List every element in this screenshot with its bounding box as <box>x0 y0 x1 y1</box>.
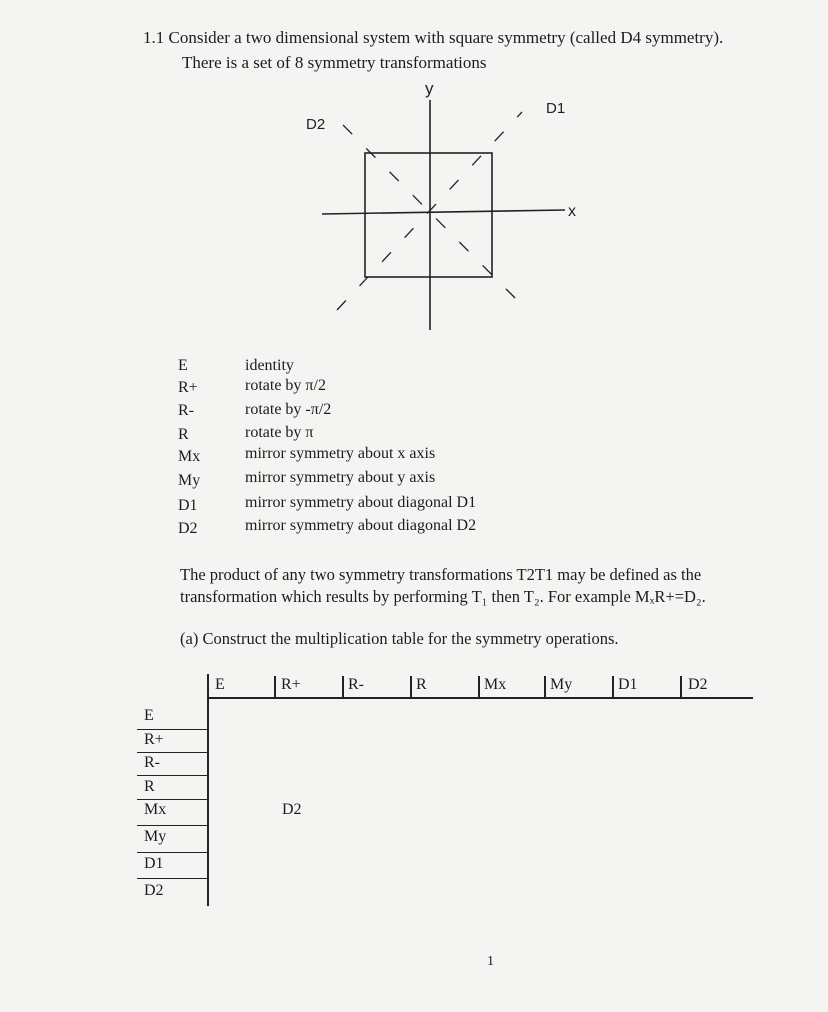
transformation-desc: rotate by π <box>245 424 314 441</box>
row-header: My <box>144 828 167 845</box>
row-divider <box>137 878 207 879</box>
row-header: D2 <box>144 882 164 899</box>
column-header: Mx <box>484 676 507 693</box>
square-outline <box>365 153 492 277</box>
row-header: R+ <box>144 731 164 748</box>
x-axis <box>322 210 565 214</box>
problem-heading-line1: 1.1 Consider a two dimensional system with square symmetry (called D4 symmetry). <box>143 28 724 47</box>
row-header: R <box>144 778 155 795</box>
row-header: D1 <box>144 855 164 872</box>
transformation-code: R <box>178 426 189 443</box>
transformation-code: Mx <box>178 448 201 465</box>
d4-symmetry-diagram <box>0 0 828 340</box>
column-header: D2 <box>688 676 708 693</box>
row-header: R- <box>144 754 160 771</box>
transformation-code: D1 <box>178 497 198 514</box>
d1-label: D1 <box>546 100 566 117</box>
column-divider <box>478 676 480 698</box>
table-cell-mx-rplus: D2 <box>282 801 302 818</box>
transformation-code: E <box>178 357 188 374</box>
column-divider <box>342 676 344 698</box>
column-divider <box>680 676 682 698</box>
transformation-desc: mirror symmetry about x axis <box>245 445 436 462</box>
x-axis-label: x <box>568 203 576 220</box>
column-divider <box>612 676 614 698</box>
column-header: My <box>550 676 573 693</box>
row-divider <box>137 825 207 826</box>
page-number: 1 <box>487 954 494 969</box>
transformation-code: D2 <box>178 520 198 537</box>
column-header: E <box>215 676 225 693</box>
problem-heading-line2: There is a set of 8 symmetry transformations <box>182 53 487 72</box>
column-header: D1 <box>618 676 638 693</box>
table-header-underline <box>207 697 753 699</box>
transformation-desc: rotate by -π/2 <box>245 401 332 418</box>
column-divider <box>410 676 412 698</box>
row-header: E <box>144 707 154 724</box>
transformation-desc: rotate by π/2 <box>245 377 326 394</box>
column-header: R <box>416 676 427 693</box>
transformation-code: My <box>178 472 201 489</box>
transformation-desc: mirror symmetry about y axis <box>245 469 436 486</box>
transformation-desc: identity <box>245 357 294 374</box>
column-header: R+ <box>281 676 301 693</box>
row-divider <box>137 775 207 776</box>
part-a-instruction: (a) Construct the multiplication table for the symmetry operations. <box>180 629 619 648</box>
row-header: Mx <box>144 801 167 818</box>
row-divider <box>137 852 207 853</box>
transformation-desc: mirror symmetry about diagonal D1 <box>245 494 477 511</box>
product-definition-line2: transformation which results by performing T₁ then T₂. For example MₓR+=D₂. <box>180 587 706 606</box>
column-divider <box>274 676 276 698</box>
y-axis-label: y <box>425 79 434 98</box>
column-header: R- <box>348 676 364 693</box>
transformation-code: R+ <box>178 379 198 396</box>
column-divider <box>544 676 546 698</box>
product-definition-line1: The product of any two symmetry transformations T2T1 may be defined as the <box>180 565 702 584</box>
transformation-desc: mirror symmetry about diagonal D2 <box>245 517 477 534</box>
table-row-header-divider <box>207 674 209 906</box>
transformation-code: R- <box>178 402 194 419</box>
d2-label: D2 <box>306 116 326 133</box>
